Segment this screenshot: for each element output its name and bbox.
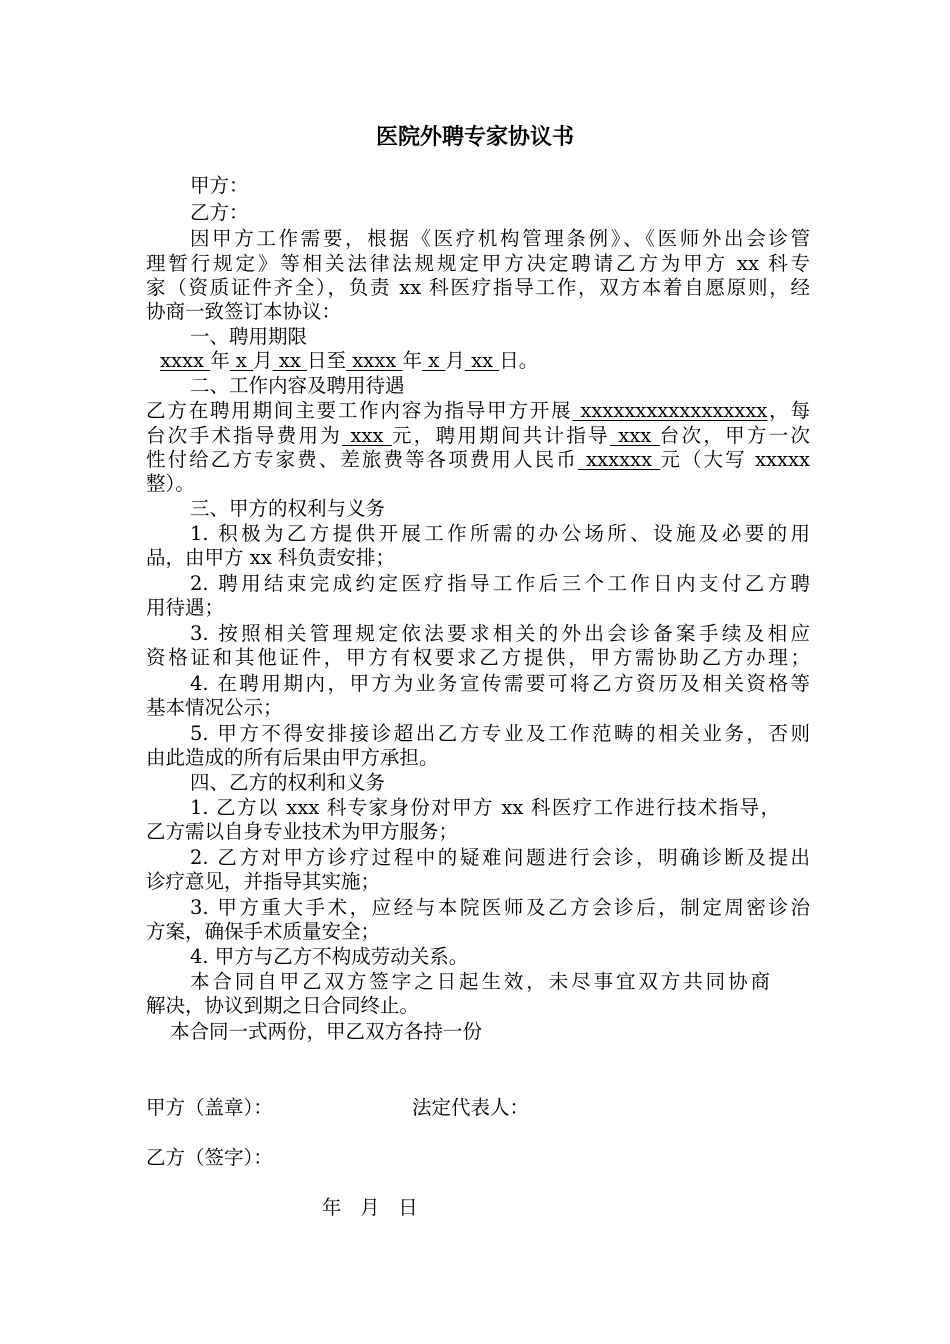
text-run: 台次，甲方一次 — [659, 424, 810, 447]
section-heading: 四、乙方的权利和义务 — [190, 771, 386, 794]
start-day: xx — [272, 349, 308, 372]
amount-blank: xxxxxx — [577, 448, 661, 471]
clause-line: 由此造成的所有后果由甲方承担。 — [146, 746, 439, 769]
clause-line: 用待遇； — [146, 596, 225, 619]
work-content-line — [146, 448, 810, 472]
period-text: 月 — [445, 349, 465, 372]
employment-period — [160, 349, 824, 373]
period-text: 月 — [253, 349, 273, 372]
clause-line: 乙方需以自身专业技术为甲方服务； — [146, 820, 459, 843]
intro-line: 家（资质证件齐全），负责 xx 科医疗指导工作，双方本着自愿原则，经 — [146, 276, 810, 299]
period-text: 年 — [210, 349, 230, 372]
clause-line: 1. 积极为乙方提供开展工作所需的办公场所、设施及必要的用 — [190, 522, 810, 545]
closing-line: 本合同自甲乙双方签字之日起生效，未尽事宜双方共同协商 — [190, 970, 770, 993]
period-text: 日。 — [499, 349, 539, 372]
period-text: 日至 — [307, 349, 347, 372]
party-a-label: 甲方： — [190, 174, 249, 197]
signing-date: 年 月 日 — [322, 1196, 418, 1219]
work-content-line: 整）。 — [146, 472, 195, 495]
work-content-blank: xxxxxxxxxxxxxxxxx — [572, 399, 768, 422]
closing-line: 解决，协议到期之日合同终止。 — [146, 994, 420, 1017]
party-a-seal-label: 甲方（盖章）： — [146, 1096, 273, 1119]
clause-line: 3. 甲方重大手术，应经与本院医师及乙方会诊后，制定周密诊治 — [190, 896, 810, 919]
end-year: xxxx — [346, 349, 403, 372]
text-run: 性付给乙方专家费、差旅费等各项费用人民币 — [146, 448, 578, 471]
start-month: x — [229, 349, 254, 372]
clause-line: 4. 在聘用期内，甲方为业务宣传需要可将乙方资历及相关资格等 — [190, 672, 810, 695]
clause-line: 方案，确保手术质量安全； — [146, 920, 381, 943]
text-run: ，每 — [767, 399, 810, 422]
fee-blank: xxx — [342, 424, 392, 447]
clause-line: 诊疗意见，并指导其实施； — [146, 870, 381, 893]
count-blank: xxx — [609, 424, 660, 447]
intro-line: 因甲方工作需要，根据《医疗机构管理条例》、《医师外出会诊管 — [190, 227, 810, 250]
section-heading: 二、工作内容及聘用待遇 — [190, 374, 405, 397]
clause-line: 基本情况公示； — [146, 696, 283, 719]
clause-line: 品，由甲方 xx 科负责安排； — [146, 546, 395, 569]
text-run: 乙方在聘用期间主要工作内容为指导甲方开展 — [146, 399, 573, 422]
section-heading: 三、甲方的权利与义务 — [190, 497, 386, 520]
intro-line: 理暂行规定》等相关法律法规规定甲方决定聘请乙方为甲方 xx 科专 — [146, 252, 810, 275]
closing-line: 本合同一式两份，甲乙双方各持一份 — [170, 1020, 483, 1043]
text-run: 台次手术指导费用为 — [146, 424, 343, 447]
end-day: xx — [464, 349, 500, 372]
period-text: 年 — [402, 349, 422, 372]
start-year: xxxx — [160, 349, 211, 372]
work-content-line — [146, 399, 810, 423]
legal-representative-label: 法定代表人： — [412, 1096, 530, 1119]
party-b-label: 乙方： — [190, 201, 249, 224]
clause-line: 3. 按照相关管理规定依法要求相关的外出会诊备案手续及相应 — [190, 622, 810, 645]
work-content-line — [146, 424, 810, 448]
clause-line: 2. 乙方对甲方诊疗过程中的疑难问题进行会诊，明确诊断及提出 — [190, 846, 810, 869]
clause-line: 2. 聘用结束完成约定医疗指导工作后三个工作日内支付乙方聘 — [190, 572, 810, 595]
section-heading: 一、聘用期限 — [190, 325, 308, 348]
clause-line: 4. 甲方与乙方不构成劳动关系。 — [190, 945, 469, 968]
clause-line: 1. 乙方以 xxx 科专家身份对甲方 xx 科医疗工作进行技术指导， — [190, 796, 780, 819]
document-title: 医院外聘专家协议书 — [375, 124, 574, 150]
end-month: x — [421, 349, 446, 372]
text-run: 元（大写 xxxxx — [660, 448, 810, 471]
clause-line: 5. 甲方不得安排接诊超出乙方专业及工作范畴的相关业务，否则 — [190, 722, 810, 745]
clause-line: 资格证和其他证件，甲方有权要求乙方提供，甲方需协助乙方办理； — [146, 646, 810, 669]
party-b-signature-label: 乙方（签字）： — [146, 1146, 273, 1169]
text-run: 元，聘用期间共计指导 — [392, 424, 610, 447]
intro-line: 协商一致签订本协议： — [146, 300, 342, 323]
